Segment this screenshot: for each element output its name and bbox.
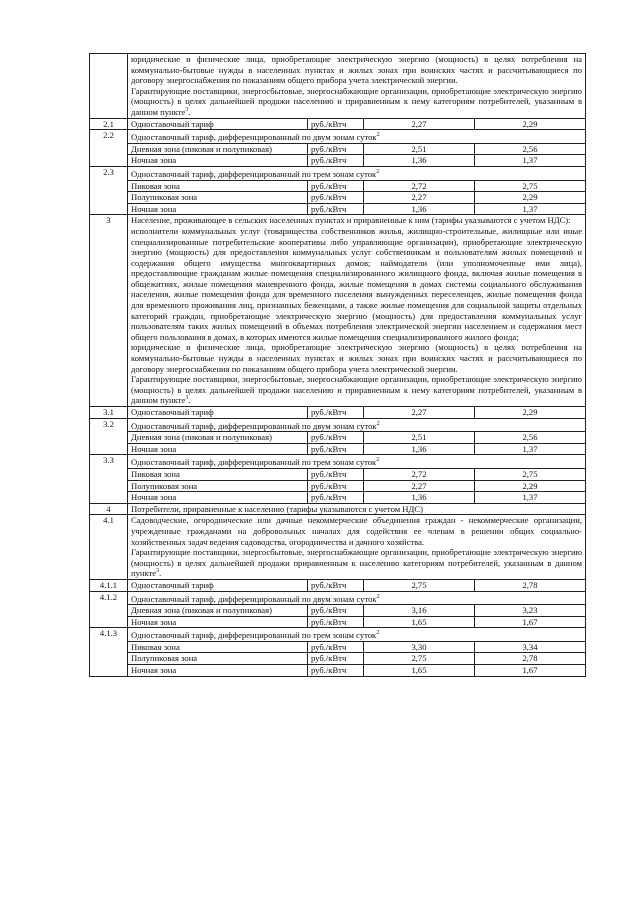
zone-label: Ночная зона	[128, 665, 308, 677]
section-text	[128, 515, 586, 580]
footnote-ref: 3	[185, 107, 189, 114]
paragraph-text: юридические и физические лица, приобретающие электрическую энергию (мощность) в целях потребления на коммунально-бытовые нужды в населенных пунктах и жилых зонах при воинских частях и рассчитывающиеся по договору энергоснабжения по показаниям общего прибора учета электрической энергии.	[131, 54, 583, 86]
zone-value-second-half: 1,37	[475, 492, 586, 504]
rate-value-second-half: 2,29	[475, 118, 586, 130]
footnote-ref: 2	[376, 630, 380, 637]
zone-row	[90, 665, 586, 677]
section-number	[90, 54, 128, 119]
zone-unit: руб./кВтч	[308, 432, 364, 444]
paragraph	[131, 54, 582, 86]
paragraph-row	[90, 54, 586, 119]
zone-unit: руб./кВтч	[308, 192, 364, 204]
paragraph-tail: .	[188, 395, 191, 406]
zone-value-first-half: 1,36	[364, 492, 475, 504]
zone-unit: руб./кВтч	[308, 203, 364, 215]
zone-header-row	[90, 166, 586, 180]
zone-label: Ночная зона	[128, 492, 308, 504]
paragraph-text: Гарантирующие поставщики, энергосбытовые, энергоснабжающие организации, приобретающие электрическую энергию (мощность) в целях дальнейшей продажи населению и приравненным к нему категориям потребителей, указанным в данном пункте	[131, 374, 583, 406]
paragraph-text: исполнители коммунальных услуг (товарищества собственников жилья, жилищно-строительные, жилищные или иные специализированные потребительские кооперативы либо управляющие организации), приобретающие электрическую энергию (мощность) для предоставления коммунальных услуг собственникам и пользователям жилых помещений и содержания общего имущества многоквартирных домов; наймодатели (или уполномоченные ими лица), предоставляющие гражданам жилые помещения специализированного жилищного фонда, включая жилые помещения в общежитиях, жилые помещения маневренного фонда, жилые помещения в домах системы социального обслуживания населения, жилые помещения фонда для временного поселения вынужденных переселенцев, жилые помещения фонда для временного проживания лиц, признанных беженцами, а также жилые помещения для социальной защиты отдельных категорий граждан, приобретающие электрическую энергию (мощность) для предоставления коммунальных услуг пользователям таких жилых помещений в объемах потребления электрической энергии населением и содержания мест общего пользования в домах, в которых имеются жилые помещения специализированного жилого фонда;	[131, 225, 583, 342]
zone-value-first-half: 1,65	[364, 665, 475, 677]
zone-value-first-half: 3,16	[364, 605, 475, 617]
zone-unit: руб./кВтч	[308, 641, 364, 653]
rate-value-second-half: 2,78	[475, 579, 586, 591]
zone-header-row	[90, 455, 586, 469]
zone-header	[128, 628, 586, 642]
zone-label: Дневная зона (пиковая и полупиковая)	[128, 143, 308, 155]
zone-label: Ночная зона	[128, 616, 308, 628]
zone-label: Дневная зона (пиковая и полупиковая)	[128, 432, 308, 444]
rate-row	[90, 407, 586, 419]
zone-header-text: Одноставочный тариф, дифференцированный по трем зонам суток	[131, 168, 377, 179]
paragraph	[131, 226, 582, 343]
paragraph	[131, 342, 582, 374]
rate-value-first-half: 2,27	[364, 407, 475, 419]
paragraph	[131, 374, 582, 406]
zone-unit: руб./кВтч	[308, 180, 364, 192]
footnote-ref: 2	[376, 169, 380, 176]
section-number: 4.1	[90, 515, 128, 580]
zone-row	[90, 203, 586, 215]
zone-value-second-half: 1,37	[475, 203, 586, 215]
footnote-ref: 3	[156, 568, 160, 575]
tariff-table	[89, 53, 586, 677]
paragraph-row	[90, 503, 586, 515]
paragraph-text: юридические и физические лица, приобретающие электрическую энергию (мощность) в целях потребления на коммунально-бытовые нужды в населенных пунктах и жилых зонах при воинских частях и рассчитывающиеся по договору энергоснабжения по показаниям общего прибора учета электрической энергии.	[131, 342, 583, 374]
zone-value-second-half: 2,75	[475, 468, 586, 480]
paragraph	[131, 215, 582, 226]
zone-unit: руб./кВтч	[308, 605, 364, 617]
zone-value-first-half: 2,75	[364, 653, 475, 665]
zone-label: Дневная зона (пиковая и полупиковая)	[128, 605, 308, 617]
zone-value-first-half: 2,72	[364, 180, 475, 192]
zone-value-second-half: 2,56	[475, 143, 586, 155]
zone-row	[90, 143, 586, 155]
zone-header	[128, 130, 586, 144]
paragraph-text: Население, проживающее в сельских населенных пунктах и приравненные к ним (тарифы указываются с учетом НДС):	[131, 215, 571, 226]
paragraph-text: Гарантирующие поставщики, энергосбытовые, энергоснабжающие организации, приобретающие электрическую энергию (мощность) в целях дальнейшей продажи населению и приравненным к нему категориям потребителей, указанным в данном пункте	[131, 85, 583, 117]
section-text	[128, 215, 586, 407]
rate-label: Одноставочный тариф	[128, 579, 308, 591]
zone-header-text: Одноставочный тариф, дифференцированный по трем зонам суток	[131, 630, 377, 641]
zone-row	[90, 605, 586, 617]
paragraph	[131, 547, 582, 579]
zone-label: Ночная зона	[128, 155, 308, 167]
zone-value-second-half: 1,37	[475, 155, 586, 167]
zone-header-row	[90, 591, 586, 605]
zone-header-text: Одноставочный тариф, дифференцированный по трем зонам суток	[131, 457, 377, 468]
section-number: 3.3	[90, 455, 128, 503]
zone-header-row	[90, 628, 586, 642]
zone-row	[90, 468, 586, 480]
zone-value-first-half: 3,30	[364, 641, 475, 653]
zone-value-first-half: 1,36	[364, 443, 475, 455]
paragraph	[131, 86, 582, 118]
zone-header	[128, 455, 586, 469]
zone-label: Ночная зона	[128, 203, 308, 215]
paragraph-text: Садоводческие, огороднические или дачные некоммерческие объединения граждан - некоммерческие организации, учрежденные гражданами на добровольных началах для содействия ее членам в решении общих социально-хозяйственных задач ведения садоводства, огородничества и дачного хозяйства.	[131, 515, 583, 547]
zone-label: Полупиковая зона	[128, 192, 308, 204]
zone-value-first-half: 2,51	[364, 143, 475, 155]
zone-value-first-half: 1,65	[364, 616, 475, 628]
zone-value-second-half: 2,56	[475, 432, 586, 444]
paragraph-row	[90, 515, 586, 580]
zone-header	[128, 591, 586, 605]
zone-unit: руб./кВтч	[308, 155, 364, 167]
zone-unit: руб./кВтч	[308, 653, 364, 665]
footnote-ref: 3	[185, 395, 189, 402]
zone-unit: руб./кВтч	[308, 143, 364, 155]
section-number: 3.1	[90, 407, 128, 419]
section-number: 2.2	[90, 130, 128, 167]
paragraph	[131, 504, 582, 515]
zone-value-second-half: 2,75	[475, 180, 586, 192]
zone-row	[90, 192, 586, 204]
zone-value-first-half: 2,72	[364, 468, 475, 480]
section-number: 2.3	[90, 166, 128, 214]
rate-label: Одноставочный тариф	[128, 407, 308, 419]
section-number: 4.1.1	[90, 579, 128, 591]
footnote-ref: 2	[376, 593, 380, 600]
rate-value-first-half: 2,27	[364, 118, 475, 130]
paragraph-text: Гарантирующие поставщики, энергосбытовые, энергоснабжающие организации, приобретающие электрическую энергию (мощность) в целях дальнейшей продажи приравненным к населению категориям потребителей, указанным в данном пункте	[131, 547, 583, 579]
section-number: 3	[90, 215, 128, 407]
zone-row	[90, 653, 586, 665]
zone-row	[90, 641, 586, 653]
section-text	[128, 503, 586, 515]
rate-value-first-half: 2,75	[364, 579, 475, 591]
zone-value-second-half: 3,34	[475, 641, 586, 653]
zone-label: Пиковая зона	[128, 641, 308, 653]
zone-value-first-half: 2,27	[364, 480, 475, 492]
zone-header-text: Одноставочный тариф, дифференцированный по двум зонам суток	[131, 132, 377, 143]
zone-value-first-half: 2,27	[364, 192, 475, 204]
zone-value-first-half: 2,51	[364, 432, 475, 444]
footnote-ref: 2	[376, 132, 380, 139]
section-number: 4.1.2	[90, 591, 128, 628]
zone-label: Пиковая зона	[128, 180, 308, 192]
zone-unit: руб./кВтч	[308, 443, 364, 455]
zone-label: Ночная зона	[128, 443, 308, 455]
zone-value-second-half: 2,29	[475, 480, 586, 492]
section-number: 2.1	[90, 118, 128, 130]
paragraph	[131, 515, 582, 547]
zone-label: Полупиковая зона	[128, 653, 308, 665]
zone-row	[90, 180, 586, 192]
zone-label: Пиковая зона	[128, 468, 308, 480]
zone-value-second-half: 1,37	[475, 443, 586, 455]
section-number: 4.1.3	[90, 628, 128, 676]
zone-value-second-half: 1,67	[475, 665, 586, 677]
tariff-document	[89, 53, 585, 677]
zone-row	[90, 492, 586, 504]
zone-row	[90, 155, 586, 167]
footnote-ref: 2	[376, 420, 380, 427]
footnote-ref: 2	[376, 457, 380, 464]
rate-value-second-half: 2,29	[475, 407, 586, 419]
zone-value-first-half: 1,36	[364, 203, 475, 215]
paragraph-tail: .	[159, 568, 162, 579]
zone-unit: руб./кВтч	[308, 468, 364, 480]
zone-value-second-half: 2,78	[475, 653, 586, 665]
zone-header-text: Одноставочный тариф, дифференцированный по двум зонам суток	[131, 593, 377, 604]
zone-label: Полупиковая зона	[128, 480, 308, 492]
zone-unit: руб./кВтч	[308, 665, 364, 677]
zone-unit: руб./кВтч	[308, 480, 364, 492]
section-text	[128, 54, 586, 119]
zone-header-row	[90, 130, 586, 144]
rate-unit: руб./кВтч	[308, 579, 364, 591]
rate-label: Одноставочный тариф	[128, 118, 308, 130]
zone-value-second-half: 2,29	[475, 192, 586, 204]
zone-row	[90, 480, 586, 492]
zone-value-second-half: 3,23	[475, 605, 586, 617]
paragraph-row	[90, 215, 586, 407]
section-number: 3.2	[90, 418, 128, 455]
rate-unit: руб./кВтч	[308, 407, 364, 419]
zone-unit: руб./кВтч	[308, 616, 364, 628]
zone-row	[90, 443, 586, 455]
rate-row	[90, 579, 586, 591]
rate-unit: руб./кВтч	[308, 118, 364, 130]
zone-header	[128, 166, 586, 180]
zone-value-first-half: 1,36	[364, 155, 475, 167]
zone-row	[90, 432, 586, 444]
zone-value-second-half: 1,67	[475, 616, 586, 628]
zone-header	[128, 418, 586, 432]
rate-row	[90, 118, 586, 130]
section-number: 4	[90, 503, 128, 515]
zone-header-row	[90, 418, 586, 432]
zone-header-text: Одноставочный тариф, дифференцированный по двум зонам суток	[131, 420, 377, 431]
zone-unit: руб./кВтч	[308, 492, 364, 504]
zone-row	[90, 616, 586, 628]
paragraph-text: Потребители, приравненные к населению (тарифы указываются с учетом НДС)	[131, 503, 423, 514]
paragraph-tail: .	[188, 106, 191, 117]
